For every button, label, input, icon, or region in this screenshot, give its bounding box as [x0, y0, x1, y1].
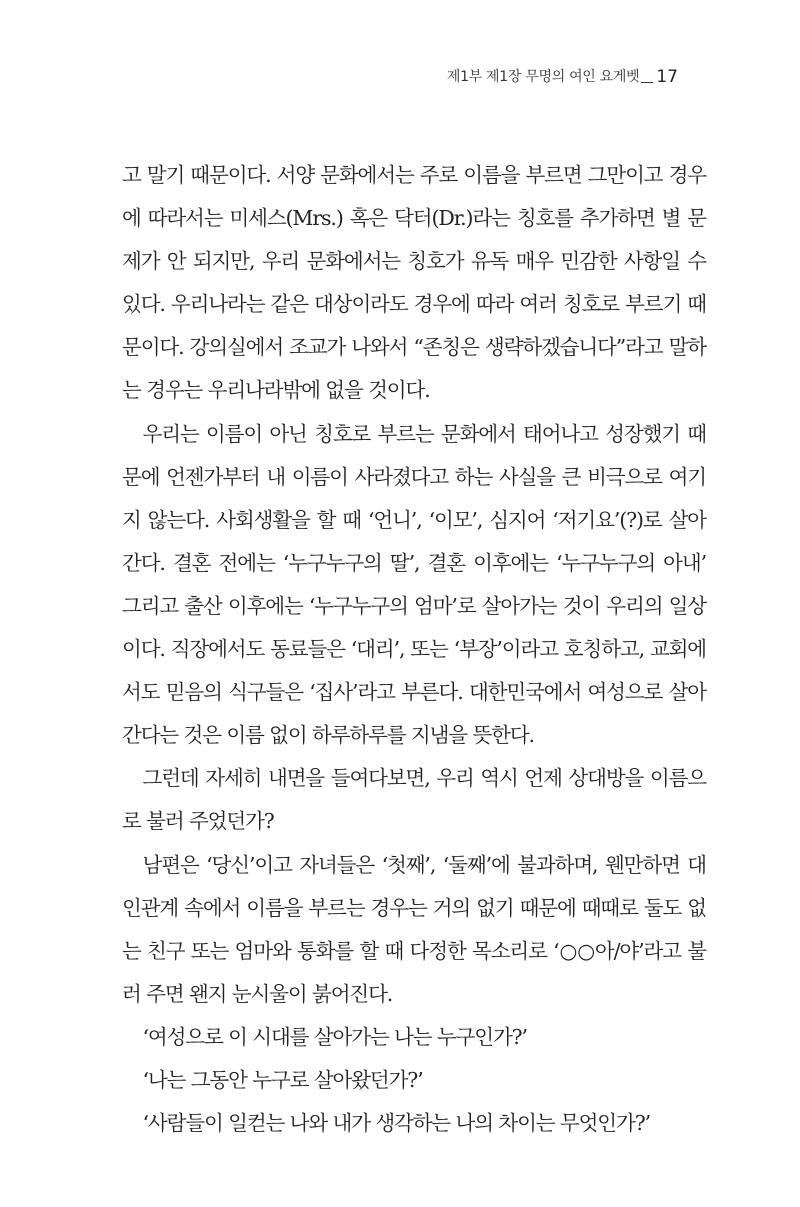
- running-header: [447, 66, 678, 86]
- page-number: 17: [656, 67, 678, 87]
- question-line: ‘나는 그동안 누구로 살아왔던가?’: [142, 1067, 423, 1092]
- header-rule: [641, 82, 653, 83]
- paragraph: 그런데 자세히 내면을 들여다보면, 우리 역시 언제 상대방을 이름으로 불러 주었던가?: [122, 766, 706, 834]
- paragraph: 고 말기 때문이다. 서양 문화에서는 주로 이름을 부르면 그만이고 경우에 따라서는 미세스(Mrs.) 혹은 닥터(Dr.)라는 칭호를 추가하면 별 문제가 안 되지만, 우리 문화에서는 칭호가 유독 매우 민감한 사항일 수 있다. 우리나라는 같은 대상이라도 경우에 따라 여러 칭호로 부르기 때문이다. 강의실에서 조교가 나와서 “존칭은 생략하겠습니다”라고 말하는 경우는 우리나라밖에 없을 것이다.: [122, 163, 706, 403]
- body-text: [122, 154, 706, 1145]
- paragraph: 남편은 ‘당신’이고 자녀들은 ‘첫째’, ‘둘째’에 불과하며, 웬만하면 대인관계 속에서 이름을 부르는 경우는 거의 없기 때문에 때때로 둘도 없는 친구 또는 엄마와 통화를 할 때 다정한 목소리로 ‘○○아/야’라고 불러 주면 왠지 눈시울이 붉어진다.: [122, 852, 706, 1006]
- question-line: ‘여성으로 이 시대를 살아가는 나는 누구인가?’: [142, 1024, 527, 1049]
- paragraph: 우리는 이름이 아닌 칭호로 부르는 문화에서 태어나고 성장했기 때문에 언젠가부터 내 이름이 사라졌다고 하는 사실을 큰 비극으로 여기지 않는다. 사회생활을 할 때 ‘언니’, ‘이모’, 심지어 ‘저기요’(?)로 살아간다. 결혼 전에는 ‘누구누구의 딸’, 결혼 이후에는 ‘누구누구의 아내’ 그리고 출산 이후에는 ‘누구누구의 엄마’로 살아가는 것이 우리의 일상이다. 직장에서도 동료들은 ‘대리’, 또는 ‘부장’이라고 호칭하고, 교회에서도 믿음의 식구들은 ‘집사’라고 부른다. 대한민국에서 여성으로 살아간다는 것은 이름 없이 하루하루를 지냄을 뜻한다.: [122, 421, 706, 748]
- chapter-title: 제1부 제1장 무명의 여인 요게벳: [446, 69, 640, 85]
- question-line: ‘사람들이 일컫는 나와 내가 생각하는 나의 차이는 무엇인가?’: [142, 1111, 651, 1136]
